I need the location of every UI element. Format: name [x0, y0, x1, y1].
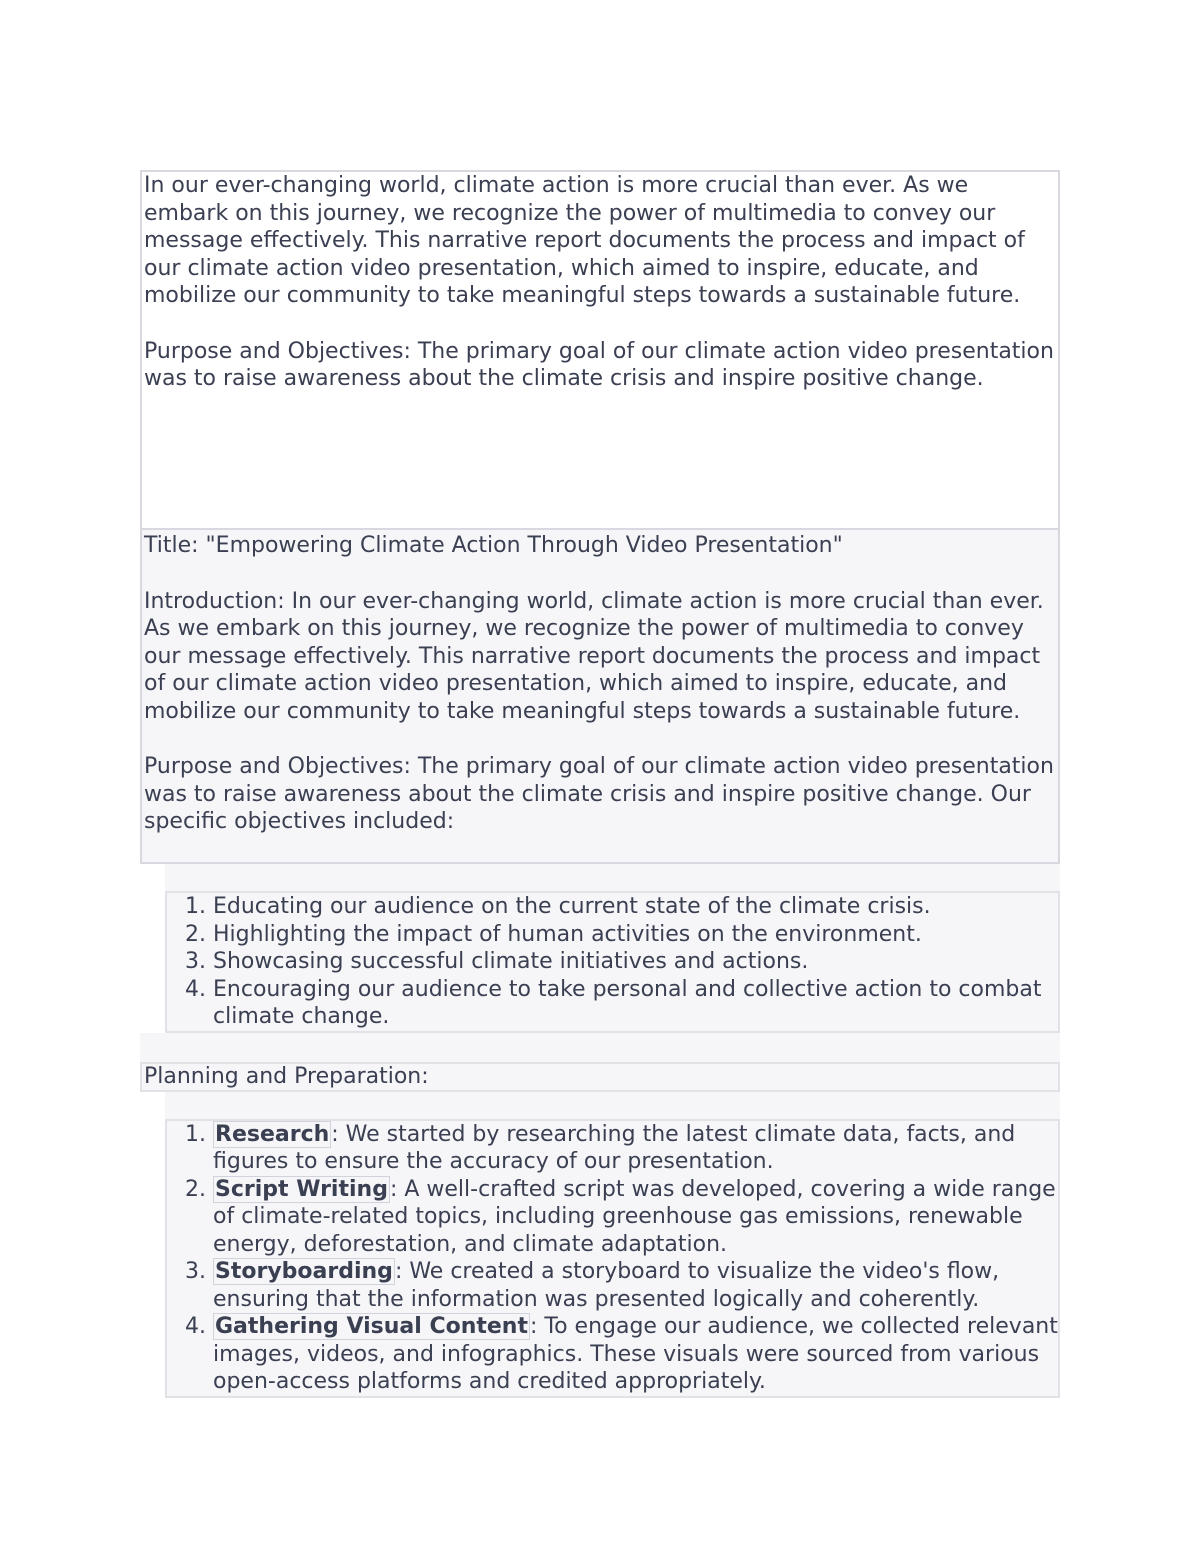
document-page [140, 170, 1060, 1398]
step-label: Storyboarding [215, 1259, 393, 1284]
step-text: : We started by researching the latest climate data, facts, and figures to ensure the accuracy of our presentation. [213, 1121, 1016, 1174]
list-item: 3. Showcasing successful climate initiatives and actions. [213, 948, 1058, 976]
spacer [165, 864, 1060, 891]
planning-heading-box [140, 1062, 1060, 1092]
list-item [213, 1121, 1058, 1176]
list-item: 1. Educating our audience on the current state of the climate crisis. [213, 893, 1058, 921]
intro-block [140, 170, 1060, 530]
objectives-list [167, 893, 1058, 1031]
planning-heading: Planning and Preparation: [144, 1063, 429, 1089]
step-label: Script Writing [215, 1176, 388, 1202]
step-label: Gathering Visual Content [215, 1314, 528, 1339]
step-label: Research [215, 1121, 330, 1147]
list-item: 4. Encouraging our audience to take personal and collective action to combat climate change. [213, 976, 1058, 1031]
step-text: : A well-crafted script was developed, covering a wide range of climate-related topics, including greenhouse gas emissions, renewable energy, deforestation, and climate adaptation. [213, 1176, 1056, 1257]
step-text: : We created a storyboard to visualize the video's flow, ensuring that the information was presented logically and coherently. [213, 1259, 1000, 1312]
list-item [213, 1176, 1058, 1259]
list-item [213, 1313, 1058, 1396]
spacer [140, 1033, 1060, 1062]
planning-list-box [165, 1119, 1060, 1398]
intro-paragraph: In our ever-changing world, climate action is more crucial than ever. As we embark on this journey, we recognize the power of multimedia to convey our message effectively. This narrative report documents the process and impact of our climate action video presentation, which aimed to inspire, educate, and mobilize our community to take meaningful steps towards a sustainable future. [144, 173, 1025, 308]
report-title: Title: "Empowering Climate Action Through Video Presentation" [144, 533, 843, 558]
purpose-paragraph: Purpose and Objectives: The primary goal of our climate action video presentation was to raise awareness about the climate crisis and inspire positive change. [144, 338, 1054, 391]
objectives-paragraph: Purpose and Objectives: The primary goal of our climate action video presentation was to raise awareness about the climate crisis and inspire positive change. Our specific objectives included: [144, 754, 1054, 834]
list-item [213, 1258, 1058, 1313]
introduction-paragraph: Introduction: In our ever-changing world, climate action is more crucial than ever. As we embark on this journey, we recognize the power of multimedia to convey our message effectively. This narrative report documents the process and impact of our climate action video presentation, which aimed to inspire, educate, and mobilize our community to take meaningful steps towards a sustainable future. [144, 588, 1044, 724]
objectives-list-box [165, 891, 1060, 1033]
list-item: 2. Highlighting the impact of human activities on the environment. [213, 921, 1058, 949]
step-text: : To engage our audience, we collected relevant images, videos, and infographics. These visuals were sourced from various open-access platforms and credited appropriately. [213, 1314, 1058, 1394]
planning-list [167, 1121, 1058, 1396]
spacer [165, 1092, 1060, 1119]
title-block [140, 530, 1060, 864]
